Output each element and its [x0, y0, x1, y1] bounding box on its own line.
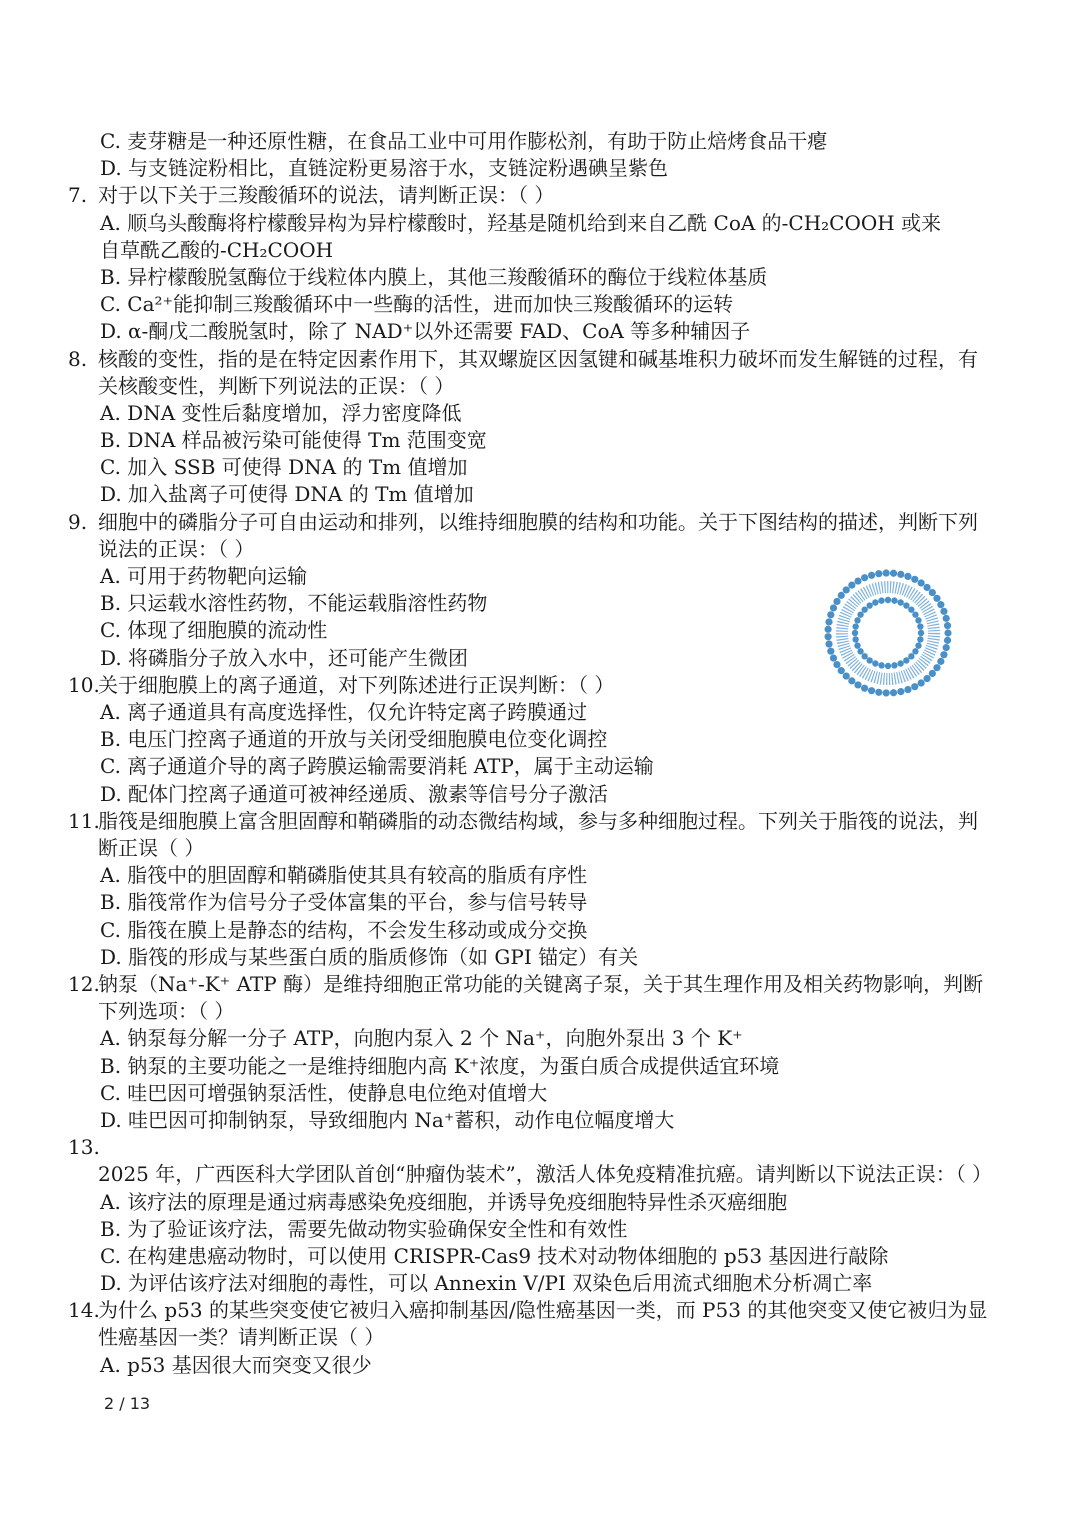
outer-head-group [940, 608, 947, 615]
inner-head-group [915, 617, 921, 623]
question-text: 钠泵（Na⁺-K⁺ ATP 酶）是维持细胞正常功能的关键离子泵，关于其生理作用及相关药物影响，判断下列选项：（ ） [98, 971, 984, 1024]
inner-head-group [872, 599, 878, 605]
inner-head-group [917, 623, 923, 629]
outer-head-group [897, 571, 904, 578]
outer-head-group [843, 672, 850, 679]
inner-head-group [854, 617, 860, 623]
outer-head-group [848, 677, 855, 684]
question-7 [68, 182, 988, 345]
outer-head-group [897, 688, 904, 695]
outer-head-group [933, 595, 940, 602]
question-12 [68, 971, 988, 1134]
question-number: 14. [68, 1298, 100, 1323]
option-d: D. 脂筏的形成与某些蛋白质的脂质修饰（如 GPI 锚定）有关 [100, 944, 639, 969]
outer-head-group [830, 604, 837, 611]
outer-head-group [825, 618, 832, 625]
outer-head-group [883, 569, 890, 576]
outer-head-group [933, 664, 940, 671]
outer-head-group [833, 598, 840, 605]
question-number: 10. [68, 672, 100, 697]
outer-head-group [825, 633, 832, 640]
outer-head-group [848, 582, 855, 589]
question-number: 12. [68, 971, 100, 996]
question-stem [68, 971, 988, 1025]
option-b: B. 脂筏常作为信号分子受体富集的平台，参与信号转导 [100, 890, 588, 915]
inner-head-group [891, 597, 897, 603]
option-c: C. 脂筏在膜上是静态的结构，不会发生移动或成分交换 [100, 917, 588, 942]
outer-head-group [944, 622, 951, 629]
option-a: A. 离子通道具有高度选择性，仅允许特定离子跨膜通过 [100, 700, 588, 725]
option-d: D. 加入盐离子可使得 DNA 的 Tm 值增加 [100, 482, 474, 507]
inner-head-group [852, 630, 858, 636]
outer-head-group [868, 572, 875, 579]
option-b: B. 电压门控离子通道的开放与关闭受细胞膜电位变化调控 [100, 727, 608, 752]
inner-head-group [857, 648, 863, 654]
outer-head-group [838, 667, 845, 674]
inner-head-group [857, 611, 863, 617]
option-a: A. p53 基因很大而突变又很少 [100, 1352, 372, 1377]
outer-head-group [911, 576, 918, 583]
question-14 [68, 1297, 988, 1379]
outer-head-group [929, 670, 936, 677]
inner-head-group [908, 606, 914, 612]
question-number: 13. [68, 1135, 100, 1160]
inner-head-group [854, 642, 860, 648]
question-number: 8. [68, 346, 88, 371]
outer-head-group [861, 685, 868, 692]
option-d: D. 为评估该疗法对细胞的毒性，可以 Annexin V/PI 双染色后用流式细胞术分析凋亡率 [100, 1271, 873, 1296]
question-stem [68, 346, 988, 400]
inner-head-group [912, 611, 918, 617]
inner-head-group [878, 662, 884, 668]
inner-head-group [866, 657, 872, 663]
outer-head-group [944, 637, 951, 644]
questions-container [68, 182, 993, 1378]
outer-head-group [875, 689, 882, 696]
question-13 [68, 1134, 993, 1297]
page-number: 2 / 13 [104, 1394, 151, 1413]
question-number: 7. [68, 183, 88, 208]
outer-head-group [875, 570, 882, 577]
outer-head-group [854, 577, 861, 584]
inner-head-group [908, 653, 914, 659]
inner-head-group [866, 602, 872, 608]
option-b: B. 钠泵的主要功能之一是维持细胞内高 K⁺浓度，为蛋白质合成提供适宜环境 [100, 1053, 780, 1078]
question-text: 细胞中的磷脂分子可自由运动和排列，以维持细胞膜的结构和功能。关于下图结构的描述，判断下列说法的正误：（ ） [98, 509, 978, 561]
option-a: A. 该疗法的原理是通过病毒感染免疫细胞，并诱导免疫细胞特异性杀灭癌细胞 [100, 1189, 788, 1214]
outer-head-group [937, 658, 944, 665]
inner-head-group [903, 602, 909, 608]
outer-head-group [943, 615, 950, 622]
outer-head-group [833, 661, 840, 668]
question-list [68, 128, 993, 1379]
question-text: 对于以下关于三羧酸循环的说法，请判断正误：（ ） [98, 183, 555, 208]
option-b: B. 只运载水溶性药物，不能运载脂溶性药物 [100, 591, 488, 616]
outer-head-group [838, 592, 845, 599]
inner-head-group [852, 623, 858, 629]
inner-head-group [897, 599, 903, 605]
question-text: 为什么 p53 的某些突变使它被归入癌抑制基因/隐性癌基因一类，而 P53 的其他突变又使它被归为显性癌基因一类？请判断正误（ ） [98, 1298, 988, 1350]
outer-head-group [904, 686, 911, 693]
inner-head-group [885, 597, 891, 603]
outer-head-group [937, 601, 944, 608]
question-stem [68, 182, 988, 209]
question-number: 11. [68, 808, 100, 833]
outer-head-group [825, 626, 832, 633]
inner-head-group [852, 636, 858, 642]
outer-head-group [827, 611, 834, 618]
outer-head-group [918, 679, 925, 686]
option-d: D. 哇巴因可抑制钠泵，导致细胞内 Na⁺蓄积，动作电位幅度增大 [100, 1107, 675, 1132]
outer-head-group [929, 589, 936, 596]
option-b: B. 异柠檬酸脱氢酶位于线粒体内膜上，其他三羧酸循环的酶位于线粒体基质 [100, 264, 768, 289]
inner-head-group [897, 660, 903, 666]
question-text: 2025 年，广西医科大学团队首创“肿瘤伪装术”，激活人体免疫精准抗癌。请判断以下说法正误：（ ） [98, 1162, 993, 1187]
inner-head-group [878, 597, 884, 603]
question-number: 9. [68, 509, 88, 534]
question-8 [68, 346, 988, 509]
inner-head-group [917, 636, 923, 642]
option-d: D. α-酮戊二酸脱氢时，除了 NAD⁺以外还需要 FAD、CoA 等多种辅因子 [100, 319, 751, 344]
option-d: D. 将磷脂分子放入水中，还可能产生微团 [100, 645, 469, 670]
outer-head-group [843, 586, 850, 593]
inner-head-group [861, 653, 867, 659]
question-text: 核酸的变性，指的是在特定因素作用下，其双螺旋区因氢键和碱基堆积力破坏而发生解链的过程，有关核酸变性，判断下列说法的正误：（ ） [98, 346, 978, 398]
option-a: A. DNA 变性后黏度增加，浮力密度降低 [100, 400, 462, 425]
inner-head-group [872, 660, 878, 666]
outer-head-group [890, 570, 897, 577]
outer-head-group [890, 689, 897, 696]
question-text: 关于细胞膜上的离子通道，对下列陈述进行正误判断：（ ） [98, 672, 615, 697]
outer-head-group [904, 573, 911, 580]
outer-head-group [943, 644, 950, 651]
option-c: C. 在构建患癌动物时，可以使用 CRISPR-Cas9 技术对动物体细胞的 p53 基因进行敲除 [100, 1243, 889, 1268]
outer-head-group [923, 675, 930, 682]
inner-head-group [891, 662, 897, 668]
outer-head-group [940, 651, 947, 658]
outer-head-group [830, 654, 837, 661]
option-c: C. 离子通道介导的离子跨膜运输需要消耗 ATP，属于主动运输 [100, 754, 654, 779]
option-c: C. Ca²⁺能抑制三羧酸循环中一些酶的活性，进而加快三羧酸循环的运转 [100, 292, 734, 317]
inner-head-group [903, 657, 909, 663]
outer-head-group [883, 689, 890, 696]
option-c: C. 哇巴因可增强钠泵活性，使静息电位绝对值增大 [100, 1080, 548, 1105]
outer-head-group [923, 584, 930, 591]
question-stem [68, 1134, 993, 1188]
option-a: A. 可用于药物靶向运输 [100, 564, 308, 589]
question-stem [68, 509, 988, 563]
option-a: A. 顺乌头酸酶将柠檬酸异构为异柠檬酸时，羟基是随机给到来自乙酰 CoA 的-CH₂COOH 或来 [100, 210, 942, 235]
inner-head-group [912, 648, 918, 654]
question-stem [68, 808, 988, 862]
inner-head-group [918, 630, 924, 636]
option-c: C. 加入 SSB 可使得 DNA 的 Tm 值增加 [100, 455, 468, 480]
prev-option-c: C. 麦芽糖是一种还原性糖，在食品工业中可用作膨松剂，有助于防止焙烤食品干瘪 [100, 129, 828, 153]
option-d: D. 配体门控离子通道可被神经递质、激素等信号分子激活 [100, 781, 609, 806]
liposome-icon [793, 563, 983, 703]
question-stem [68, 1297, 988, 1351]
question-text: 脂筏是细胞膜上富含胆固醇和鞘磷脂的动态微结构域，参与多种细胞过程。下列关于脂筏的说法，判断正误（ ） [98, 808, 978, 860]
outer-head-group [944, 629, 951, 636]
option-c: C. 体现了细胞膜的流动性 [100, 618, 328, 643]
inner-head-group [915, 642, 921, 648]
outer-head-group [918, 579, 925, 586]
outer-head-group [854, 681, 861, 688]
outer-head-group [911, 683, 918, 690]
inner-head-group [885, 663, 891, 669]
outer-head-group [861, 574, 868, 581]
outer-head-group [868, 687, 875, 694]
prev-option-d: D. 与支链淀粉相比，直链淀粉更易溶于水，支链淀粉遇碘呈紫色 [100, 156, 669, 181]
question-11 [68, 808, 988, 971]
outer-head-group [825, 640, 832, 647]
option-a: A. 脂筏中的胆固醇和鞘磷脂使其具有较高的脂质有序性 [100, 863, 588, 888]
option-b: B. DNA 样品被污染可能使得 Tm 范围变宽 [100, 428, 487, 453]
option-continuation: 自草酰乙酸的-CH₂COOH [100, 237, 334, 262]
inner-head-group [861, 606, 867, 612]
outer-head-group [827, 648, 834, 655]
option-b: B. 为了验证该疗法，需要先做动物实验确保安全性和有效性 [100, 1216, 628, 1241]
option-a: A. 钠泵每分解一分子 ATP，向胞内泵入 2 个 Na⁺，向胞外泵出 3 个 K⁺ [100, 1026, 743, 1051]
